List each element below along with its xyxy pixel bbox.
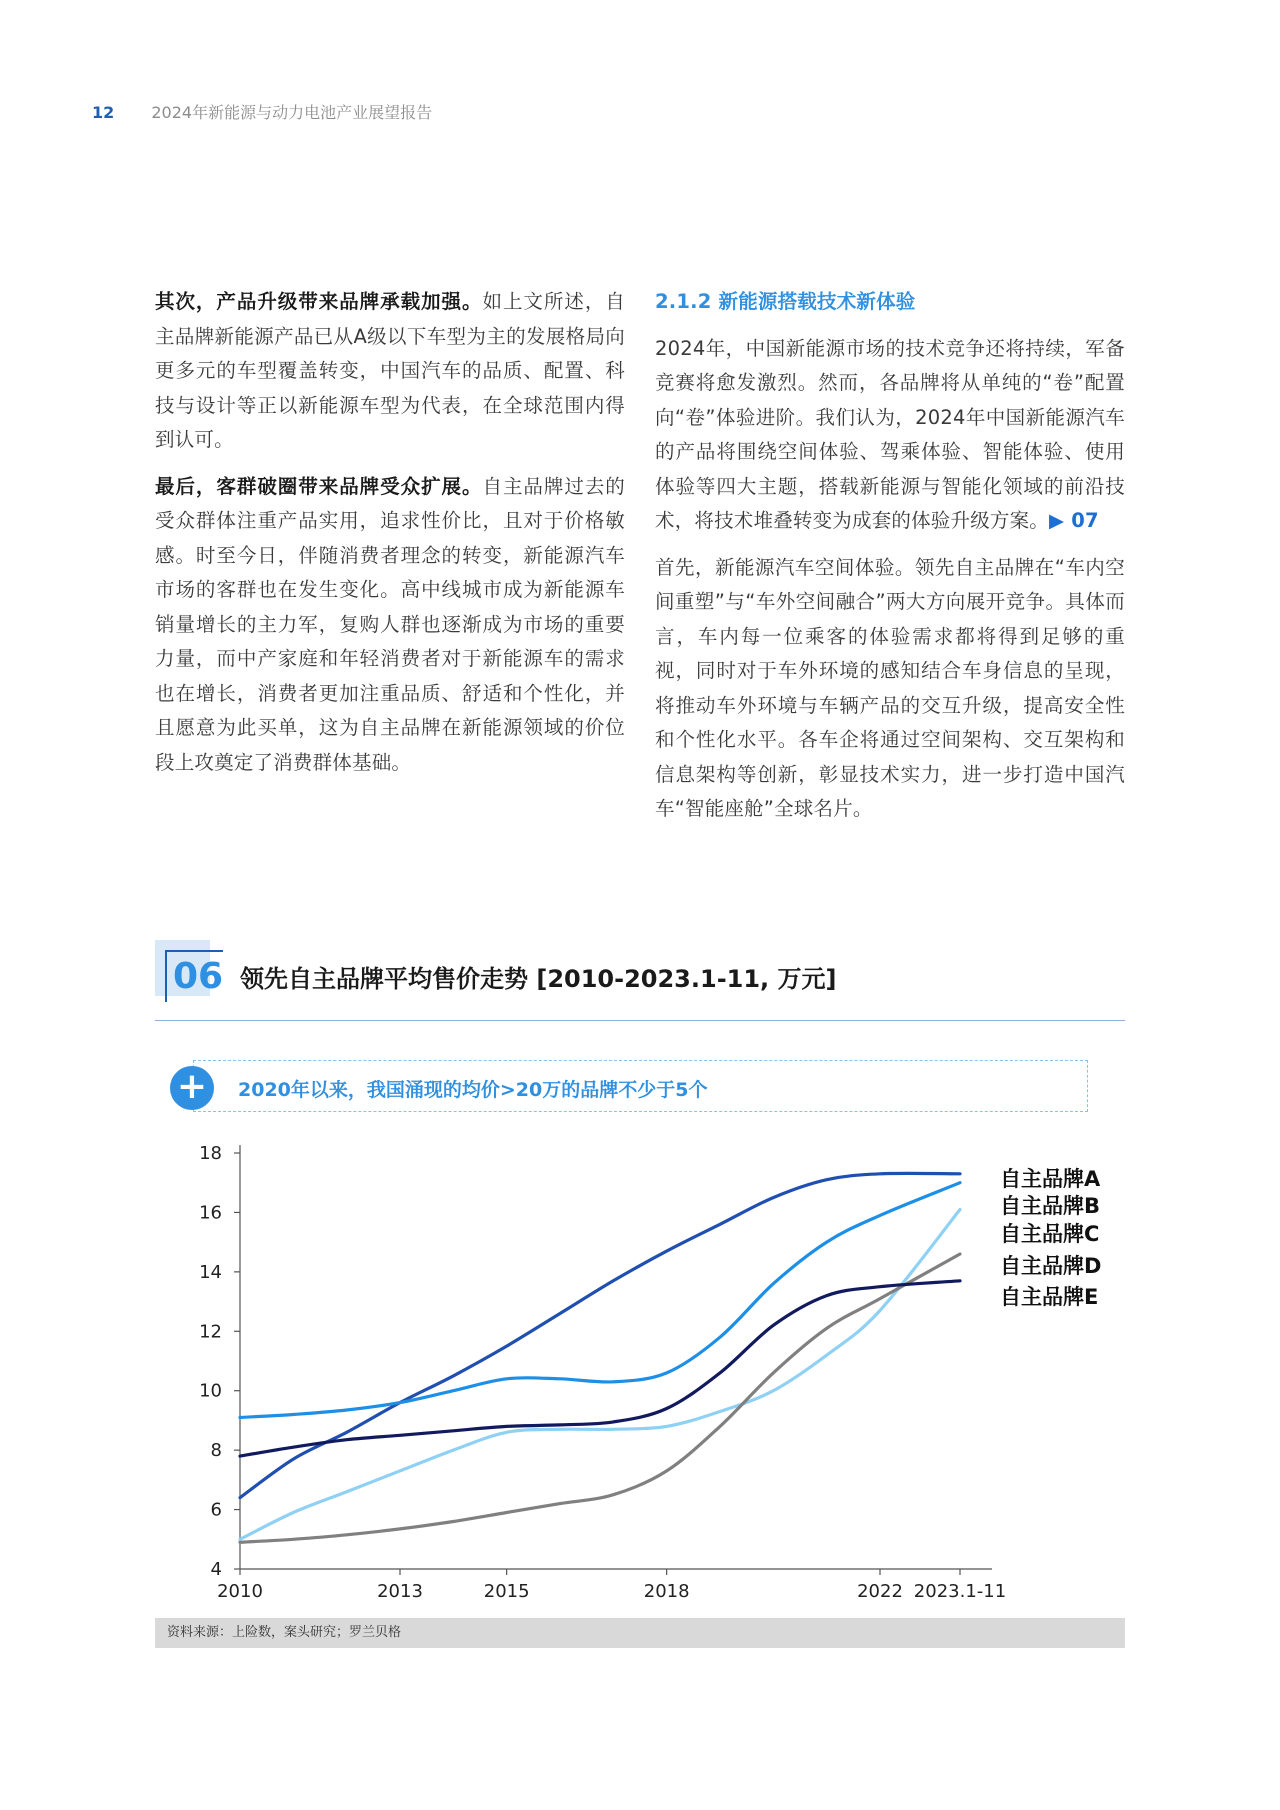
legend-label: 自主品牌E bbox=[1000, 1285, 1099, 1309]
callout-text: 2020年以来，我国涌现的均价>20万的品牌不少于5个 bbox=[238, 1079, 708, 1101]
x-tick-label: 2023.1-11 bbox=[913, 1581, 1007, 1602]
paragraph-lead: 其次，产品升级带来品牌承载加强。 bbox=[155, 290, 483, 313]
paragraph-lead: 最后，客群破圈带来品牌受众扩展。 bbox=[155, 474, 483, 498]
y-tick-label: 16 bbox=[199, 1202, 222, 1224]
x-tick-label: 2015 bbox=[483, 1581, 530, 1602]
series-line-b bbox=[240, 1183, 960, 1418]
plus-icon: + bbox=[170, 1066, 214, 1110]
x-tick-label: 2022 bbox=[857, 1581, 903, 1602]
x-tick-label: 2018 bbox=[643, 1581, 690, 1602]
legend-label: 自主品牌A bbox=[1000, 1167, 1101, 1191]
paragraph: 首先，新能源汽车空间体验。领先自主品牌在“车内空间重塑”与“车外空间融合”两大方向展开竞争。具体而言，车内每一位乘客的体验需求都将得到足够的重视，同时对于车外环境的感知结合车身信息的呈现，将推动车外环境与车辆产品的交互升级，提高安全性和个性化水平。各车企将通过空间架构、交互架构和信息架构等创新，彰显技术实力，进一步打造中国汽车“智能座舱”全球名片。 bbox=[655, 555, 1125, 820]
legend-label: 自主品牌C bbox=[1000, 1222, 1100, 1246]
y-tick-label: 12 bbox=[199, 1321, 222, 1343]
series-line-c bbox=[240, 1210, 960, 1540]
page-number: 12 bbox=[92, 103, 115, 122]
paragraph-text: 自主品牌过去的受众群体注重产品实用，追求性价比，且对于价格敏感。时至今日，伴随消费者理念的转变，新能源汽车市场的客群也在发生变化。高中线城市成为新能源车销量增长的主力军，复购人群也逐渐成为市场的重要力量，而中产家庭和年轻消费者对于新能源车的需求也在增长，消费者更加注重品质、舒适和个性化，并且愿意为此买单，这为自主品牌在新能源领域的价位段上攻奠定了消费群体基础。 bbox=[155, 474, 625, 774]
report-title: 2024年新能源与动力电池产业展望报告 bbox=[151, 103, 433, 122]
y-tick-label: 6 bbox=[210, 1499, 222, 1521]
paragraph-text: 如上文所述，自主品牌新能源产品已从A级以下车型为主的发展格局向更多元的车型覆盖转变，中国汽车的品质、配置、科技与设计等正以新能源车型为代表，在全球范围内得到认可。 bbox=[155, 290, 625, 451]
section-title: 2.1.2 新能源搭载技术新体验 bbox=[655, 290, 916, 313]
figure-title: 领先自主品牌平均售价走势 [2010-2023.1-11, 万元] bbox=[240, 965, 837, 993]
legend-label: 自主品牌B bbox=[1000, 1194, 1101, 1218]
legend-label: 自主品牌D bbox=[1000, 1254, 1102, 1278]
y-tick-label: 14 bbox=[199, 1261, 222, 1283]
y-tick-label: 18 bbox=[199, 1143, 222, 1164]
figure-number: 06 bbox=[165, 950, 223, 1002]
series-line-d bbox=[240, 1254, 960, 1542]
x-tick-label: 2013 bbox=[377, 1581, 423, 1602]
figure-reference-link[interactable]: ▶ 07 bbox=[1049, 509, 1099, 532]
paragraph-text: 2024年，中国新能源市场的技术竞争还将持续，军备竞赛将愈发激烈。然而，各品牌将从单纯的“卷”配置向“卷”体验进阶。我们认为，2024年中国新能源汽车的产品将围绕空间体验、驾乘体验、智能体验、使用体验等四大主题，搭载新能源与智能化领域的前沿技术，将技术堆叠转变为成套的体验升级方案。 bbox=[655, 336, 1125, 532]
y-tick-label: 8 bbox=[210, 1440, 222, 1462]
source-note: 资料来源：上险数，案头研究；罗兰贝格 bbox=[155, 1618, 1125, 1648]
x-tick-label: 2010 bbox=[217, 1581, 263, 1602]
y-tick-label: 10 bbox=[199, 1380, 222, 1402]
y-tick-label: 4 bbox=[210, 1559, 222, 1580]
